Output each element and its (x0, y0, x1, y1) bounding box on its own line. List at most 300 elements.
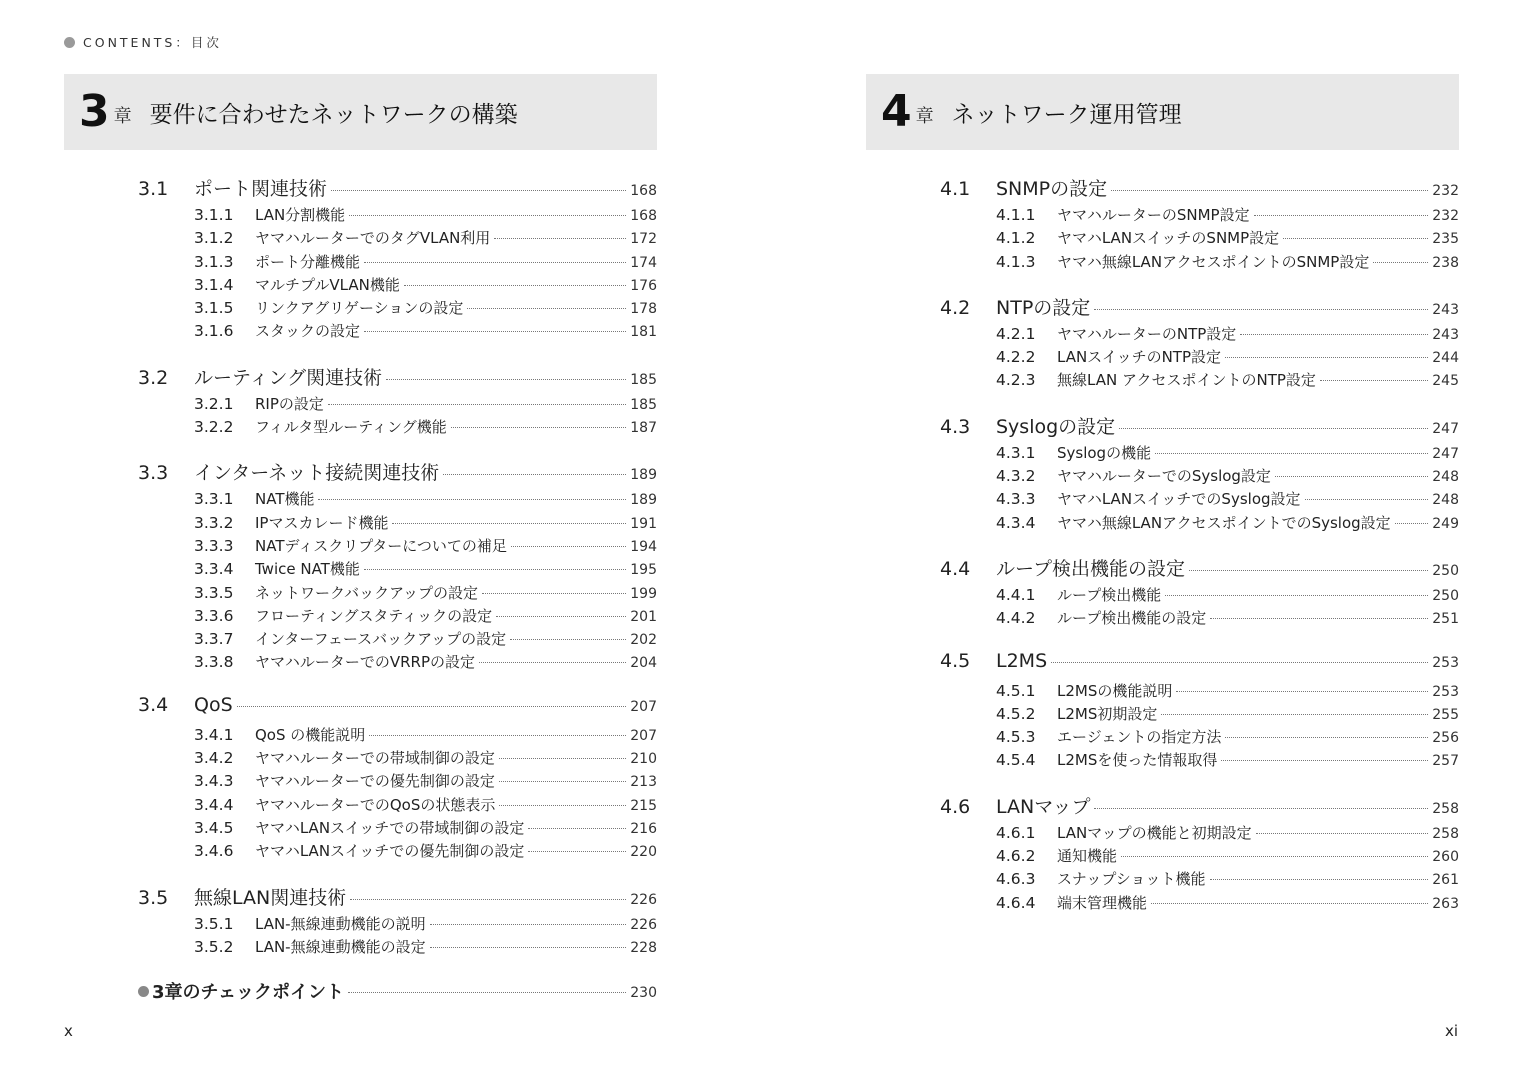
toc-subsection-entry[interactable] (64, 747, 657, 770)
dot-leader (467, 308, 626, 309)
subsection-title: ネットワークバックアップの設定 (255, 583, 479, 602)
toc-subsection-entry[interactable] (866, 251, 1459, 274)
subsection-title: ヤマハルーターでのQoSの状態表示 (255, 795, 496, 814)
section-title: LANマップ (996, 795, 1091, 818)
toc-section-entry[interactable] (64, 458, 657, 488)
subsection-number: 4.1.3 (996, 252, 1036, 271)
toc-subsection-entry[interactable] (64, 913, 657, 936)
section-title: ルーティング関連技術 (194, 366, 383, 389)
toc-section-entry[interactable] (64, 694, 657, 724)
dot-leader (1111, 190, 1428, 191)
subsection-number: 3.5.2 (194, 937, 234, 956)
subsection-number: 3.4.5 (194, 818, 234, 837)
page-number: 168 (630, 208, 657, 224)
toc-section (866, 412, 1459, 535)
subsection-title: スナップショット機能 (1057, 870, 1206, 889)
subsection-title: フローティングスタティックの設定 (255, 606, 493, 625)
dot-leader (482, 593, 626, 594)
subsection-number: 4.5.2 (996, 704, 1036, 723)
subsection-number: 4.2.3 (996, 371, 1036, 390)
dot-leader (1094, 808, 1428, 809)
page-number: 230 (630, 984, 657, 1001)
section-title: 無線LAN関連技術 (194, 886, 347, 909)
page-number: 260 (1432, 849, 1459, 866)
dot-leader (1225, 737, 1428, 738)
subsection-number: 4.3.1 (996, 443, 1036, 462)
dot-leader (1221, 760, 1428, 761)
toc-subsection-entry[interactable] (64, 936, 657, 959)
toc-subsection-entry[interactable] (64, 558, 657, 581)
page-number: 199 (630, 585, 657, 602)
dot-leader (528, 828, 626, 829)
section-number: 4.4 (940, 557, 971, 580)
chapter-number: 3 (79, 86, 110, 137)
subsection-number: 3.2.1 (194, 394, 234, 413)
page-number: 168 (630, 183, 657, 199)
toc-section (866, 293, 1459, 393)
page-number: 247 (1432, 445, 1459, 462)
dot-leader (237, 706, 627, 707)
subsection-number: 4.3.3 (996, 490, 1036, 509)
dot-leader (404, 285, 626, 286)
subsection-number: 4.2.2 (996, 348, 1036, 367)
page-number: 204 (630, 655, 657, 672)
page-number: 261 (1432, 872, 1459, 889)
toc-section-entry[interactable] (866, 554, 1459, 584)
subsection-title: ヤマハ無線LANアクセスポイントのSNMP設定 (1057, 252, 1370, 271)
subsection-number: 3.4.4 (194, 795, 234, 814)
section-title: ループ検出機能の設定 (996, 557, 1186, 580)
dot-leader (1151, 903, 1428, 904)
page-number: 232 (1432, 208, 1459, 224)
dot-leader (1094, 309, 1428, 310)
page-number: 213 (630, 774, 657, 791)
subsection-number: 4.4.1 (996, 585, 1036, 604)
subsection-number: 4.4.2 (996, 609, 1036, 628)
dot-leader (1161, 714, 1428, 715)
dot-leader (1176, 691, 1428, 692)
dot-leader (348, 992, 626, 993)
subsection-number: 3.3.2 (194, 513, 234, 532)
page-number: 189 (630, 492, 657, 509)
subsection-title: マルチプルVLAN機能 (255, 275, 400, 294)
subsection-number: 3.4.2 (194, 749, 234, 768)
subsection-title: ヤマハルーターでの優先制御の設定 (255, 772, 495, 791)
subsection-title: フィルタ型ルーティング機能 (255, 418, 447, 437)
page-number: 253 (1432, 654, 1459, 671)
subsection-title: QoS の機能説明 (255, 725, 366, 744)
subsection-title: ヤマハ無線LANアクセスポイントでのSyslog設定 (1057, 513, 1391, 532)
toc-subsection-entry[interactable] (64, 628, 657, 651)
right-page (866, 74, 1459, 934)
subsection-number: 3.1.2 (194, 229, 234, 248)
dot-leader (1240, 334, 1428, 335)
page-number: 244 (1432, 350, 1459, 367)
dot-leader (479, 662, 626, 663)
page-number: 191 (630, 515, 657, 532)
toc-subsection-entry[interactable] (64, 840, 657, 863)
page-number: 257 (1432, 753, 1459, 770)
dot-leader (1320, 380, 1428, 381)
toc-section-entry[interactable] (866, 792, 1459, 822)
page-number: 228 (630, 939, 657, 956)
subsection-number: 3.3.4 (194, 560, 234, 579)
page-number: 215 (630, 797, 657, 814)
section-number: 4.2 (940, 296, 971, 319)
dot-leader (331, 190, 626, 191)
section-number: 3.5 (138, 886, 169, 909)
subsection-number: 3.1.5 (194, 299, 234, 318)
subsection-number: 4.6.3 (996, 870, 1036, 889)
dot-leader (364, 569, 626, 570)
running-head (64, 33, 222, 51)
subsection-title: ヤマハLANスイッチでの優先制御の設定 (255, 842, 525, 861)
toc-subsection-entry[interactable] (64, 320, 657, 343)
toc-subsection-entry[interactable] (866, 346, 1459, 369)
toc-subsection-entry[interactable] (64, 605, 657, 628)
bullet-icon (64, 37, 75, 48)
toc-subsection-entry[interactable] (866, 703, 1459, 726)
chapter-title: 要件に合わせたネットワークの構築 (149, 101, 518, 128)
toc-subsection-entry[interactable] (866, 892, 1459, 915)
toc-subsection-entry[interactable] (866, 868, 1459, 891)
section-number: 4.3 (940, 415, 971, 438)
page-number: 255 (1432, 706, 1459, 723)
toc-subsection-entry[interactable] (64, 204, 657, 227)
subsection-title: ヤマハルーターでのSyslog設定 (1057, 467, 1271, 486)
page-number: 202 (630, 632, 657, 649)
toc-subsection-entry[interactable] (64, 770, 657, 793)
toc-subsection-entry[interactable] (866, 442, 1459, 465)
page-number: 232 (1432, 183, 1459, 199)
toc-subsection-entry[interactable] (64, 817, 657, 840)
dot-leader (1254, 215, 1429, 216)
toc-subsection-entry[interactable] (866, 845, 1459, 868)
section-number: 3.2 (138, 366, 169, 389)
subsection-title: 無線LAN アクセスポイントのNTP設定 (1057, 371, 1316, 390)
subsection-number: 3.3.6 (194, 606, 234, 625)
dot-leader (430, 947, 627, 948)
toc-section (64, 363, 657, 440)
dot-leader (1210, 879, 1429, 880)
section-title: Syslogの設定 (996, 415, 1116, 438)
toc-subsection-entry[interactable] (866, 369, 1459, 392)
chapter-banner (64, 74, 657, 150)
page-number: 174 (630, 254, 657, 271)
toc-section-entry[interactable] (64, 363, 657, 393)
subsection-title: Twice NAT機能 (255, 560, 360, 579)
toc-section-entry[interactable] (866, 412, 1459, 442)
subsection-title: ループ検出機能 (1057, 585, 1162, 604)
section-number: 4.5 (940, 649, 971, 672)
toc-subsection-entry[interactable] (64, 794, 657, 817)
subsection-number: 4.1.1 (996, 206, 1036, 224)
dot-leader (496, 616, 626, 617)
subsection-number: 3.4.6 (194, 842, 234, 861)
dot-leader (443, 474, 626, 475)
subsection-title: RIPの設定 (255, 394, 324, 413)
subsection-number: 3.4.1 (194, 725, 234, 744)
subsection-number: 3.3.5 (194, 583, 234, 602)
subsection-number: 3.5.1 (194, 914, 234, 933)
toc-subsection-entry[interactable] (64, 274, 657, 297)
section-number: 3.4 (138, 693, 169, 716)
dot-leader (499, 805, 626, 806)
subsection-number: 3.3.8 (194, 653, 234, 672)
subsection-title: Syslogの機能 (1057, 443, 1152, 462)
subsection-number: 4.2.1 (996, 324, 1036, 343)
toc-subsection-entry[interactable] (64, 651, 657, 674)
page-number: 194 (630, 538, 657, 555)
toc-subsection-entry[interactable] (64, 251, 657, 274)
subsection-number: 3.1.6 (194, 322, 234, 341)
subsection-title: L2MSの機能説明 (1057, 681, 1173, 700)
page-folio: xi (1444, 1022, 1458, 1040)
subsection-number: 4.5.1 (996, 681, 1036, 700)
toc-subsection-entry[interactable] (866, 726, 1459, 749)
page-number: 176 (630, 277, 657, 294)
dot-leader (1119, 428, 1428, 429)
page-number: 235 (1432, 231, 1459, 248)
toc-section-entry[interactable] (866, 174, 1459, 204)
page-number: 216 (630, 820, 657, 837)
dot-leader (369, 735, 626, 736)
page-number: 220 (630, 844, 657, 861)
dot-leader (364, 262, 626, 263)
subsection-number: 3.1.4 (194, 275, 234, 294)
page-number: 263 (1432, 895, 1459, 912)
page-number: 243 (1432, 326, 1459, 343)
dot-leader (528, 851, 626, 852)
subsection-number: 4.6.2 (996, 847, 1036, 866)
subsection-title: L2MSを使った情報取得 (1057, 751, 1218, 770)
dot-leader (1155, 453, 1428, 454)
dot-leader (1225, 357, 1428, 358)
dot-leader (430, 924, 627, 925)
page-number: 207 (630, 698, 657, 715)
toc-subsection-entry[interactable] (866, 323, 1459, 346)
subsection-title: スタックの設定 (255, 322, 361, 341)
toc-subsection-entry[interactable] (64, 535, 657, 558)
dot-leader (1305, 499, 1429, 500)
page-number: 251 (1432, 611, 1459, 628)
page-number: 187 (630, 420, 657, 437)
dot-leader (1256, 833, 1429, 834)
dot-leader (392, 523, 626, 524)
section-title: QoS (194, 693, 233, 716)
subsection-title: ヤマハルーターのSNMP設定 (1057, 206, 1250, 224)
page-number: 256 (1432, 730, 1459, 747)
page-number: 258 (1432, 825, 1459, 842)
subsection-title: ループ検出機能の設定 (1057, 609, 1207, 628)
page-number: 250 (1432, 562, 1459, 579)
subsection-number: 4.5.4 (996, 751, 1036, 770)
dot-leader (1275, 476, 1428, 477)
subsection-title: ヤマハLANスイッチでのSyslog設定 (1057, 490, 1301, 509)
page-number: 226 (630, 891, 657, 908)
toc-subsection-entry[interactable] (866, 584, 1459, 607)
dot-leader (1165, 595, 1428, 596)
page-number: 181 (630, 324, 657, 341)
subsection-number: 3.1.3 (194, 252, 234, 271)
toc-section-entry[interactable] (866, 293, 1459, 323)
page-number: 201 (630, 608, 657, 625)
dot-leader (1189, 570, 1428, 571)
subsection-title: LAN分割機能 (255, 206, 346, 224)
toc-section (64, 694, 657, 864)
page-number: 226 (630, 916, 657, 933)
page-number: 248 (1432, 492, 1459, 509)
left-page (64, 74, 657, 1008)
page-number: 238 (1432, 254, 1459, 271)
toc-subsection-entry[interactable] (866, 680, 1459, 703)
subsection-title: NATディスクリプターについての補足 (255, 536, 507, 555)
subsection-title: ヤマハルーターでのタグVLAN利用 (255, 229, 491, 248)
page-number: 189 (630, 467, 657, 484)
running-head-text: CONTENTS：目次 (83, 35, 222, 50)
toc-section (64, 174, 657, 344)
toc-subsection-entry[interactable] (866, 607, 1459, 630)
subsection-number: 3.4.3 (194, 772, 234, 791)
toc-section (866, 174, 1459, 274)
section-title: SNMPの設定 (996, 178, 1108, 200)
dot-leader (1395, 523, 1429, 524)
page-number: 185 (630, 396, 657, 413)
toc-subsection-entry[interactable] (866, 204, 1459, 227)
bullet-icon (138, 986, 149, 997)
subsection-number: 4.3.4 (996, 513, 1036, 532)
dot-leader (1210, 618, 1428, 619)
subsection-title: インターフェースバックアップの設定 (255, 630, 507, 649)
section-number: 3.1 (138, 178, 169, 200)
toc-subsection-entry[interactable] (64, 512, 657, 535)
dot-leader (349, 215, 626, 216)
toc-section-entry[interactable] (64, 883, 657, 913)
subsection-title: リンクアグリゲーションの設定 (255, 299, 464, 318)
toc-subsection-entry[interactable] (866, 465, 1459, 488)
toc-subsection-entry[interactable] (64, 582, 657, 605)
subsection-title: IPマスカレード機能 (255, 513, 389, 532)
dot-leader (328, 404, 626, 405)
toc-section (866, 554, 1459, 631)
subsection-number: 4.5.3 (996, 728, 1036, 747)
section-number: 4.1 (940, 178, 971, 200)
dot-leader (1283, 238, 1428, 239)
page-number: 185 (630, 371, 657, 388)
page-folio: x (64, 1022, 73, 1040)
subsection-title: NAT機能 (255, 490, 315, 509)
section-number: 4.6 (940, 795, 971, 818)
toc-section-entry[interactable] (866, 650, 1459, 680)
page-number: 178 (630, 301, 657, 318)
page-number: 195 (630, 562, 657, 579)
toc-subsection-entry[interactable] (866, 488, 1459, 511)
dot-leader (499, 758, 626, 759)
toc-subsection-entry[interactable] (64, 297, 657, 320)
subsection-title: ヤマハルーターでの帯域制御の設定 (255, 749, 495, 768)
page-number: 243 (1432, 301, 1459, 318)
section-title: ポート関連技術 (194, 178, 328, 200)
toc-list (64, 174, 657, 1008)
dot-leader (499, 781, 626, 782)
subsection-title: LANマップの機能と初期設定 (1057, 823, 1252, 842)
toc-section (64, 883, 657, 960)
subsection-number: 4.3.2 (996, 467, 1036, 486)
dot-leader (350, 899, 626, 900)
toc-subsection-entry[interactable] (866, 749, 1459, 772)
toc-list (866, 174, 1459, 915)
subsection-title: LAN-無線連動機能の説明 (255, 914, 426, 933)
page-number: 210 (630, 751, 657, 768)
subsection-title: L2MS初期設定 (1057, 704, 1158, 723)
page-number: 258 (1432, 800, 1459, 817)
subsection-title: ヤマハLANスイッチでの帯域制御の設定 (255, 818, 525, 837)
toc-subsection-entry[interactable] (64, 488, 657, 511)
dot-leader (386, 379, 626, 380)
toc-subsection-entry[interactable] (64, 393, 657, 416)
toc-section-entry[interactable] (64, 174, 657, 204)
dot-leader (1051, 662, 1428, 663)
checkpoint-label (138, 978, 344, 1004)
subsection-title: 端末管理機能 (1057, 893, 1148, 912)
checkpoint-title: 3章のチェックポイント (152, 982, 344, 1004)
dot-leader (1373, 262, 1428, 263)
subsection-number: 4.6.4 (996, 893, 1036, 912)
page-number: 250 (1432, 587, 1459, 604)
subsection-number: 4.6.1 (996, 823, 1036, 842)
page-number: 245 (1432, 373, 1459, 390)
page-number: 249 (1432, 515, 1459, 532)
dot-leader (451, 427, 627, 428)
page-number: 207 (630, 727, 657, 744)
dot-leader (1121, 856, 1428, 857)
section-title: NTPの設定 (996, 296, 1091, 319)
subsection-number: 3.2.2 (194, 418, 234, 437)
toc-subsection-entry[interactable] (866, 512, 1459, 535)
checkpoint-entry[interactable] (64, 978, 657, 1008)
section-number: 3.3 (138, 462, 169, 485)
subsection-number: 3.3.3 (194, 536, 234, 555)
chapter-title: ネットワーク運用管理 (951, 101, 1182, 128)
subsection-number: 4.1.2 (996, 229, 1036, 248)
page-number: 247 (1432, 420, 1459, 437)
toc-subsection-entry[interactable] (64, 227, 657, 250)
dot-leader (364, 331, 626, 332)
toc-subsection-entry[interactable] (866, 822, 1459, 845)
toc-section (866, 650, 1459, 773)
page-number: 248 (1432, 469, 1459, 486)
chapter-banner (866, 74, 1459, 150)
section-title: インターネット接続関連技術 (194, 462, 440, 485)
subsection-title: ポート分離機能 (255, 252, 361, 271)
page-number: 172 (630, 231, 657, 248)
dot-leader (318, 499, 626, 500)
chapter-label: 章 (915, 106, 934, 127)
subsection-number: 3.3.7 (194, 630, 234, 649)
subsection-title: ヤマハルーターでのVRRPの設定 (255, 653, 476, 672)
subsection-title: エージェントの指定方法 (1057, 728, 1222, 747)
subsection-title: ヤマハルーターのNTP設定 (1057, 324, 1237, 343)
toc-subsection-entry[interactable] (866, 227, 1459, 250)
toc-subsection-entry[interactable] (64, 724, 657, 747)
toc-subsection-entry[interactable] (64, 416, 657, 439)
dot-leader (494, 238, 626, 239)
dot-leader (510, 639, 626, 640)
subsection-title: 通知機能 (1057, 847, 1118, 866)
subsection-number: 3.3.1 (194, 490, 234, 509)
subsection-number: 3.1.1 (194, 206, 234, 224)
page-number: 253 (1432, 683, 1459, 700)
